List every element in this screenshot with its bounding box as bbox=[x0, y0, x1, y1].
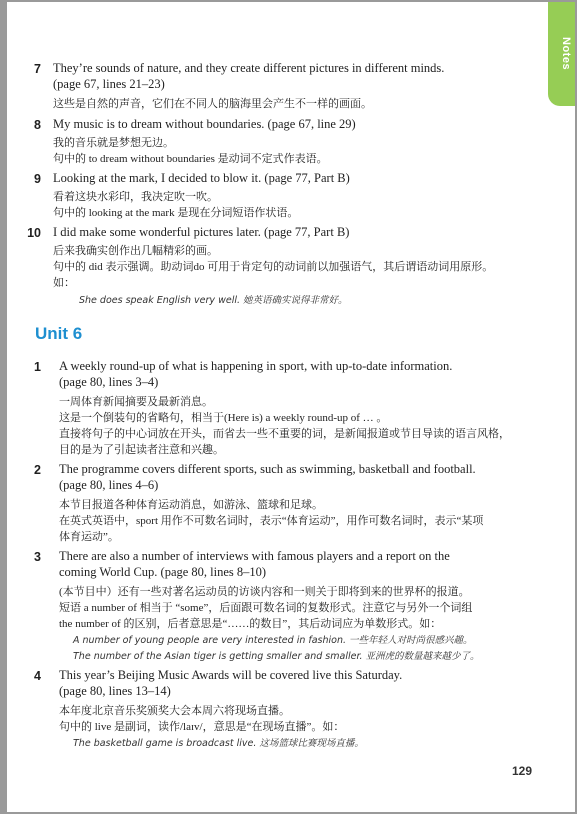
grammar-note: the number of 的区别，后者意思是“……的数目”，其后动词应为单数形式。如： bbox=[59, 618, 442, 630]
chinese-translation: 这些是自然的声音，它们在不同人的脑海里会产生不一样的画面。 bbox=[53, 98, 372, 110]
grammar-note: 体育运动”。 bbox=[59, 531, 119, 543]
example-sentence: She does speak English very well. 她英语确实说得非常好。 bbox=[79, 295, 348, 306]
unit-heading: Unit 6 bbox=[35, 324, 83, 343]
grammar-note: 句中的 to dream without boundaries 是动词不定式作表语。 bbox=[53, 153, 328, 165]
example-intro: 如： bbox=[53, 277, 75, 289]
item-number: 7 bbox=[34, 62, 41, 76]
chinese-translation: 后来我确实创作出几幅精彩的画。 bbox=[53, 245, 218, 257]
item-number: 9 bbox=[34, 172, 41, 186]
page bbox=[7, 2, 575, 812]
english-sentence: The programme covers different sports, such as swimming, basketball and football. bbox=[59, 462, 476, 476]
example-sentence: The basketball game is broadcast live. 这场篮球比赛现场直播。 bbox=[73, 738, 364, 749]
item-number: 8 bbox=[34, 118, 41, 132]
english-sentence: Looking at the mark, I decided to blow it. (page 77, Part B) bbox=[53, 171, 350, 185]
grammar-note: 直接将句子的中心词放在开头，而省去一些不重要的词，是新闻报道或节目导读的语言风格， bbox=[59, 428, 510, 440]
page-reference: (page 80, lines 3–4) bbox=[59, 375, 159, 389]
grammar-note: 在英式英语中，sport 用作不可数名词时，表示“体育运动”，用作可数名词时，表示“某项 bbox=[59, 515, 484, 527]
chinese-translation: (本节目中）还有一些对著名运动员的访谈内容和一则关于即将到来的世界杯的报道。 bbox=[59, 586, 470, 598]
grammar-note: 目的是为了引起读者注意和兴趣。 bbox=[59, 444, 224, 456]
chinese-translation: 看着这块水彩印，我决定吹一吹。 bbox=[53, 191, 218, 203]
english-sentence: My music is to dream without boundaries. (page 67, line 29) bbox=[53, 117, 356, 131]
example-sentence: The number of the Asian tiger is getting smaller and smaller. 亚洲虎的数量越来越少了。 bbox=[73, 651, 480, 662]
page-number: 129 bbox=[512, 764, 533, 778]
grammar-note: 句中的 did 表示强调。助动词do 可用于肯定句的动词前以加强语气，其后谓语动词用原形。 bbox=[53, 261, 494, 273]
english-sentence: I did make some wonderful pictures later. (page 77, Part B) bbox=[53, 225, 350, 239]
grammar-note: 句中的 live 是副词，读作/laɪv/，意思是“在现场直播”。如： bbox=[59, 721, 345, 733]
item-number: 4 bbox=[34, 669, 41, 683]
example-sentence: A number of young people are very interested in fashion. 一些年轻人对时尚很感兴趣。 bbox=[73, 635, 473, 646]
item-number: 2 bbox=[34, 463, 41, 477]
english-sentence: There are also a number of interviews with famous players and a report on the bbox=[59, 549, 450, 563]
page-reference: (page 67, lines 21–23) bbox=[53, 77, 165, 91]
notes-tab[interactable] bbox=[548, 2, 575, 106]
grammar-note: 短语 a number of 相当于 “some”，后面跟可数名词的复数形式。注意它与另外一个词组 bbox=[59, 602, 473, 614]
grammar-note: 句中的 looking at the mark 是现在分词短语作状语。 bbox=[53, 207, 299, 219]
chinese-translation: 本年度北京音乐奖颁奖大会本周六将现场直播。 bbox=[59, 705, 290, 717]
english-sentence: A weekly round-up of what is happening in sport, with up-to-date information. bbox=[59, 359, 453, 373]
page-reference: (page 80, lines 13–14) bbox=[59, 684, 171, 698]
english-sentence: They’re sounds of nature, and they create different pictures in different minds. bbox=[53, 61, 445, 75]
item-number: 10 bbox=[27, 226, 41, 240]
chinese-translation: 本节目报道各种体育运动消息，如游泳、篮球和足球。 bbox=[59, 499, 323, 511]
page-reference: (page 80, lines 4–6) bbox=[59, 478, 159, 492]
chinese-translation: 一周体育新闻摘要及最新消息。 bbox=[59, 396, 213, 408]
english-sentence: This year’s Beijing Music Awards will be covered live this Saturday. bbox=[59, 668, 403, 682]
item-number: 1 bbox=[34, 360, 41, 374]
chinese-translation: 我的音乐就是梦想无边。 bbox=[53, 137, 174, 149]
grammar-note: 这是一个倒装句的省略句，相当于(Here is) a weekly round-up of … 。 bbox=[59, 412, 388, 424]
notes-tab-label: Notes bbox=[560, 37, 572, 71]
english-sentence: coming World Cup. (page 80, lines 8–10) bbox=[59, 565, 267, 579]
item-number: 3 bbox=[34, 550, 41, 564]
